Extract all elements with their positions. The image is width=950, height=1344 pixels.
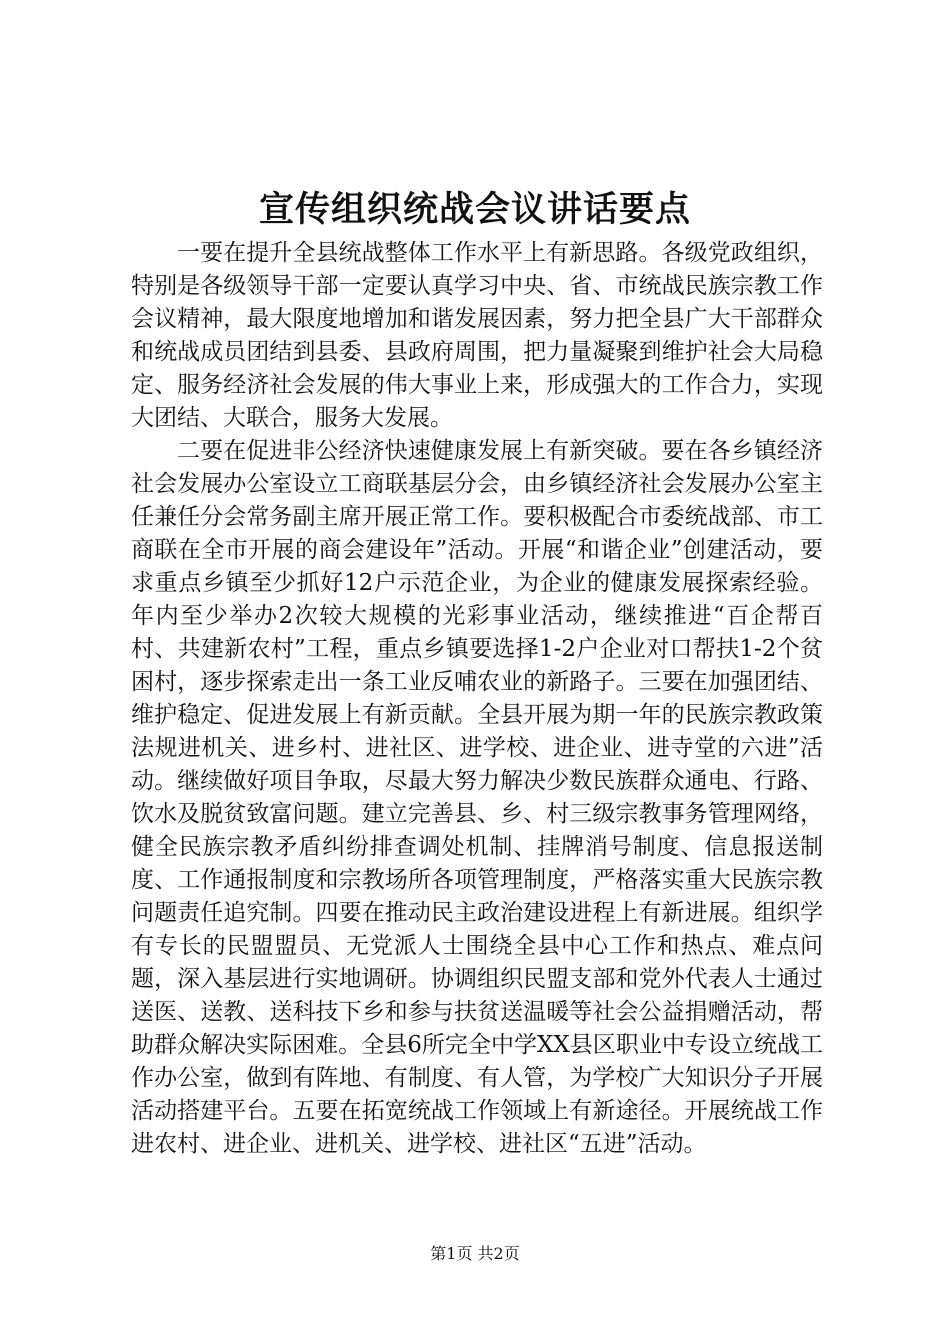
page-footer [0, 1242, 950, 1266]
paragraph-1: 一要在提升全县统战整体工作水平上有新思路。各级党政组织，特别是各级领导干部一定要认真学习中央、省、市统战民族宗教工作会议精神，最大限度地增加和谐发展因素，努力把全县广大干部群众和统战成员团结到县委、县政府周围，把力量凝聚到维护社会大局稳定、服务经济社会发展的伟大事业上来，形成强大的工作合力，实现大团结、大联合，服务大发展。 [131, 240, 823, 431]
document-title: 宣传组织统战会议讲话要点 [258, 189, 691, 230]
page-number: 第1页 共2页 [430, 1244, 520, 1263]
document-body [131, 237, 823, 1161]
paragraph-2: 二要在促进非公经济快速健康发展上有新突破。要在各乡镇经济社会发展办公室设立工商联基层分会，由乡镇经济社会发展办公室主任兼任分会常务副主席开展正常工作。要积极配合市委统战部、市工商联在全市开展的商会建设年”活动。开展“和谐企业”创建活动，要求重点乡镇至少抓好12户示范企业，为企业的健康发展探索经验。年内至少举办2次较大规模的光彩事业活动，继续推进“百企帮百村、共建新农村”工程，重点乡镇要选择1-2户企业对口帮扶1-2个贫困村，逐步探索走出一条工业反哺农业的新路子。三要在加强团结、维护稳定、促进发展上有新贡献。全县开展为期一年的民族宗教政策法规进机关、进乡村、进社区、进学校、进企业、进寺堂的六进”活动。继续做好项目争取，尽最大努力解决少数民族群众通电、行路、饮水及脱贫致富问题。建立完善县、乡、村三级宗教事务管理网络，健全民族宗教矛盾纠纷排查调处机制、挂牌消号制度、信息报送制度、工作通报制度和宗教场所各项管理制度，严格落实重大民族宗教问题责任追究制。四要在推动民主政治建设进程上有新进展。组织学有专长的民盟盟员、无党派人士围绕全县中心工作和热点、难点问题，深入基层进行实地调研。协调组织民盟支部和党外代表人士通过送医、送教、送科技下乡和参与扶贫送温暖等社会公益捐赠活动，帮助群众解决实际困难。全县6所完全中学XX县区职业中专设立统战工作办公室，做到有阵地、有制度、有人管，为学校广大知识分子开展活动搭建平台。五要在拓宽统战工作领域上有新途径。开展统战工作进农村、进企业、进机关、进学校、进社区“五进”活动。 [131, 438, 823, 1157]
